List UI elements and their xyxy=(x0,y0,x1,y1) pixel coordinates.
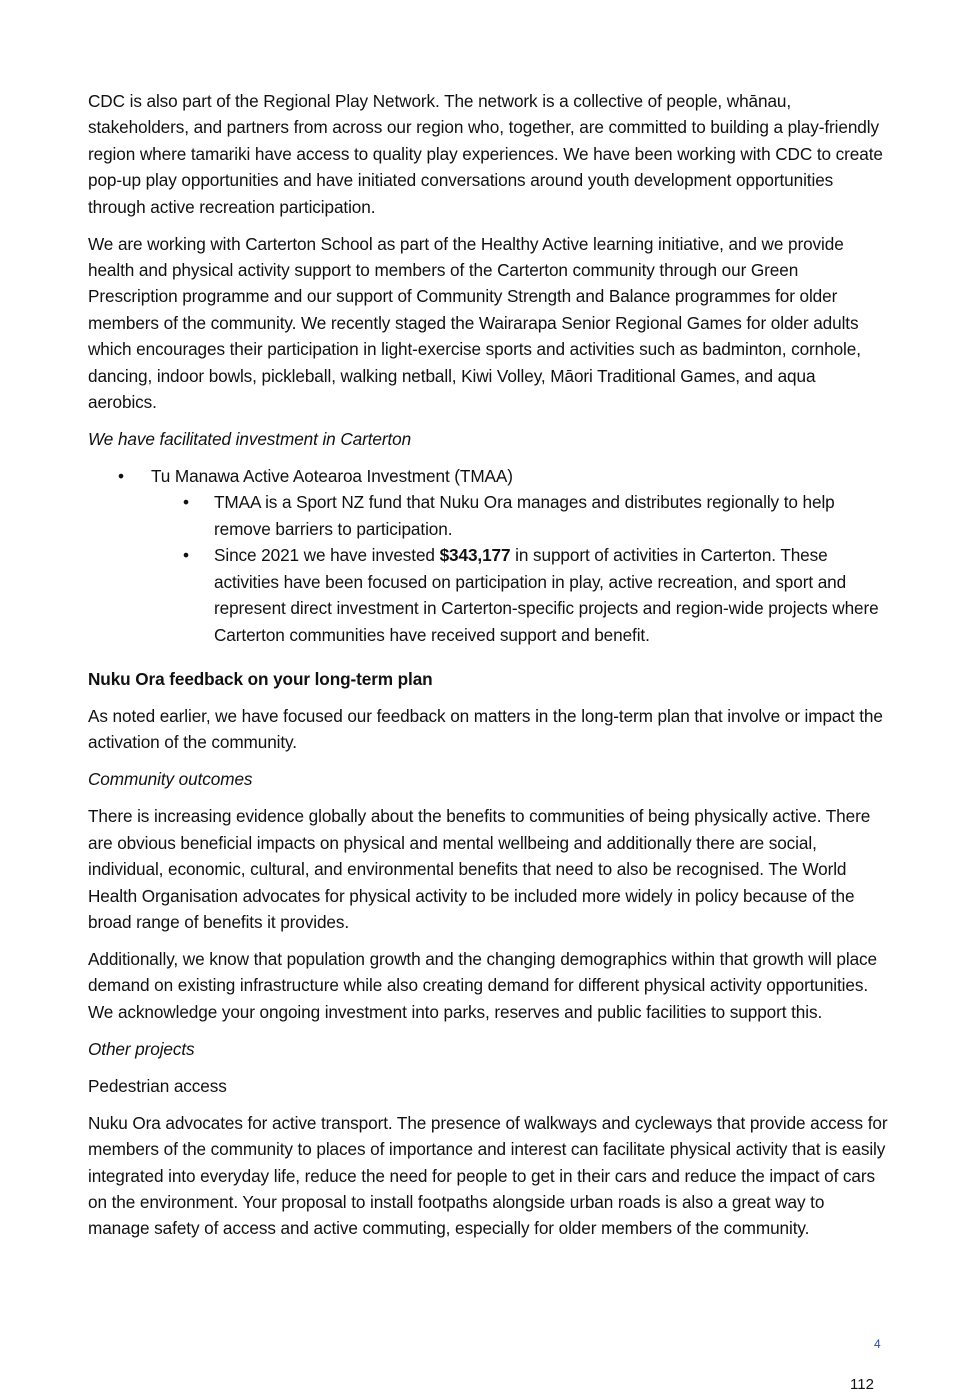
sub-list-item-fund xyxy=(151,489,888,542)
list-item-tmaa xyxy=(88,463,888,648)
feedback-intro: As noted earlier, we have focused our feedback on matters in the long-term plan that involve or impact the activation of the community. xyxy=(88,705,883,753)
tmaa-sub-list xyxy=(151,489,888,647)
sub-list-item-text-before: Since 2021 we have invested xyxy=(214,545,440,566)
investment-heading: We have facilitated investment in Carterton xyxy=(88,429,412,450)
investment-list xyxy=(88,463,888,648)
paragraph-carterton-school: We are working with Carterton School as part of the Healthy Active learning initiative, and we provide health and physical activity support to members of the Carterton community through our Green Prescription programme and our support of Community Strength and Balance programmes for older members of the community. We recently staged the Wairarapa Senior Regional Games for older adults which encourages their participation in light-exercise sports and activities such as badminton, cornhole, dancing, indoor bowls, pickleball, walking netball, Kiwi Volley, Māori Traditional Games, and aqua aerobics. xyxy=(88,233,861,413)
community-outcomes-heading: Community outcomes xyxy=(88,769,253,790)
feedback-heading: Nuku Ora feedback on your long-term plan xyxy=(88,668,433,689)
bullet-icon: • xyxy=(118,466,124,487)
sub-list-item-text: TMAA is a Sport NZ fund that Nuku Ora manages and distributes regionally to help remove barriers to participation. xyxy=(214,492,835,539)
bullet-icon: • xyxy=(183,492,189,513)
list-item-label: Tu Manawa Active Aotearoa Investment (TMAA) xyxy=(151,466,513,487)
document-page xyxy=(88,88,888,1252)
paragraph-regional-play-network: CDC is also part of the Regional Play Network. The network is a collective of people, whānau, stakeholders, and partners from across our region who, together, are committed to building a play-friendly region where tamariki have access to quality play experiences. We have been working with CDC to create pop-up play opportunities and have initiated conversations around youth development opportunities through active recreation participation. xyxy=(88,91,883,217)
bullet-icon: • xyxy=(183,545,189,566)
sub-list-item-text-after: in support of activities in Carterton. These activities have been focused on participation in play, active recreation, and sport and represent direct investment in Carterton-specific projects and region-wide projects where Carterton communities have received support and benefit. xyxy=(214,545,879,645)
other-projects-heading: Other projects xyxy=(88,1038,195,1059)
page-number: 112 xyxy=(850,1376,874,1393)
investment-amount: $343,177 xyxy=(439,545,511,566)
paragraph-population-growth: Additionally, we know that population growth and the changing demographics within that growth will place demand on existing infrastructure while also creating demand for different physical activity opportunities. We acknowledge your ongoing investment into parks, reserves and public facilities to support this. xyxy=(88,948,877,1022)
paragraph-active-transport: Nuku Ora advocates for active transport. The presence of walkways and cycleways that provide access for members of the community to places of importance and interest can facilitate physical activity that is easily integrated into everyday life, reduce the need for people to get in their cars and reduce the impact of cars on the environment. Your proposal to install footpaths alongside urban roads is also a great way to manage safety of access and active commuting, especially for older members of the community. xyxy=(88,1112,888,1239)
pedestrian-access-heading: Pedestrian access xyxy=(88,1075,227,1096)
page-marker: 4 xyxy=(874,1337,881,1351)
paragraph-community-benefits: There is increasing evidence globally about the benefits to communities of being physically active. There are obvious beneficial impacts on physical and mental wellbeing and additionally there are social, individual, economic, cultural, and environmental benefits that need to also be recognised. The World Health Organisation advocates for physical activity to be included more widely in policy because of the broad range of benefits it provides. xyxy=(88,806,871,932)
sub-list-item-investment xyxy=(151,542,888,648)
